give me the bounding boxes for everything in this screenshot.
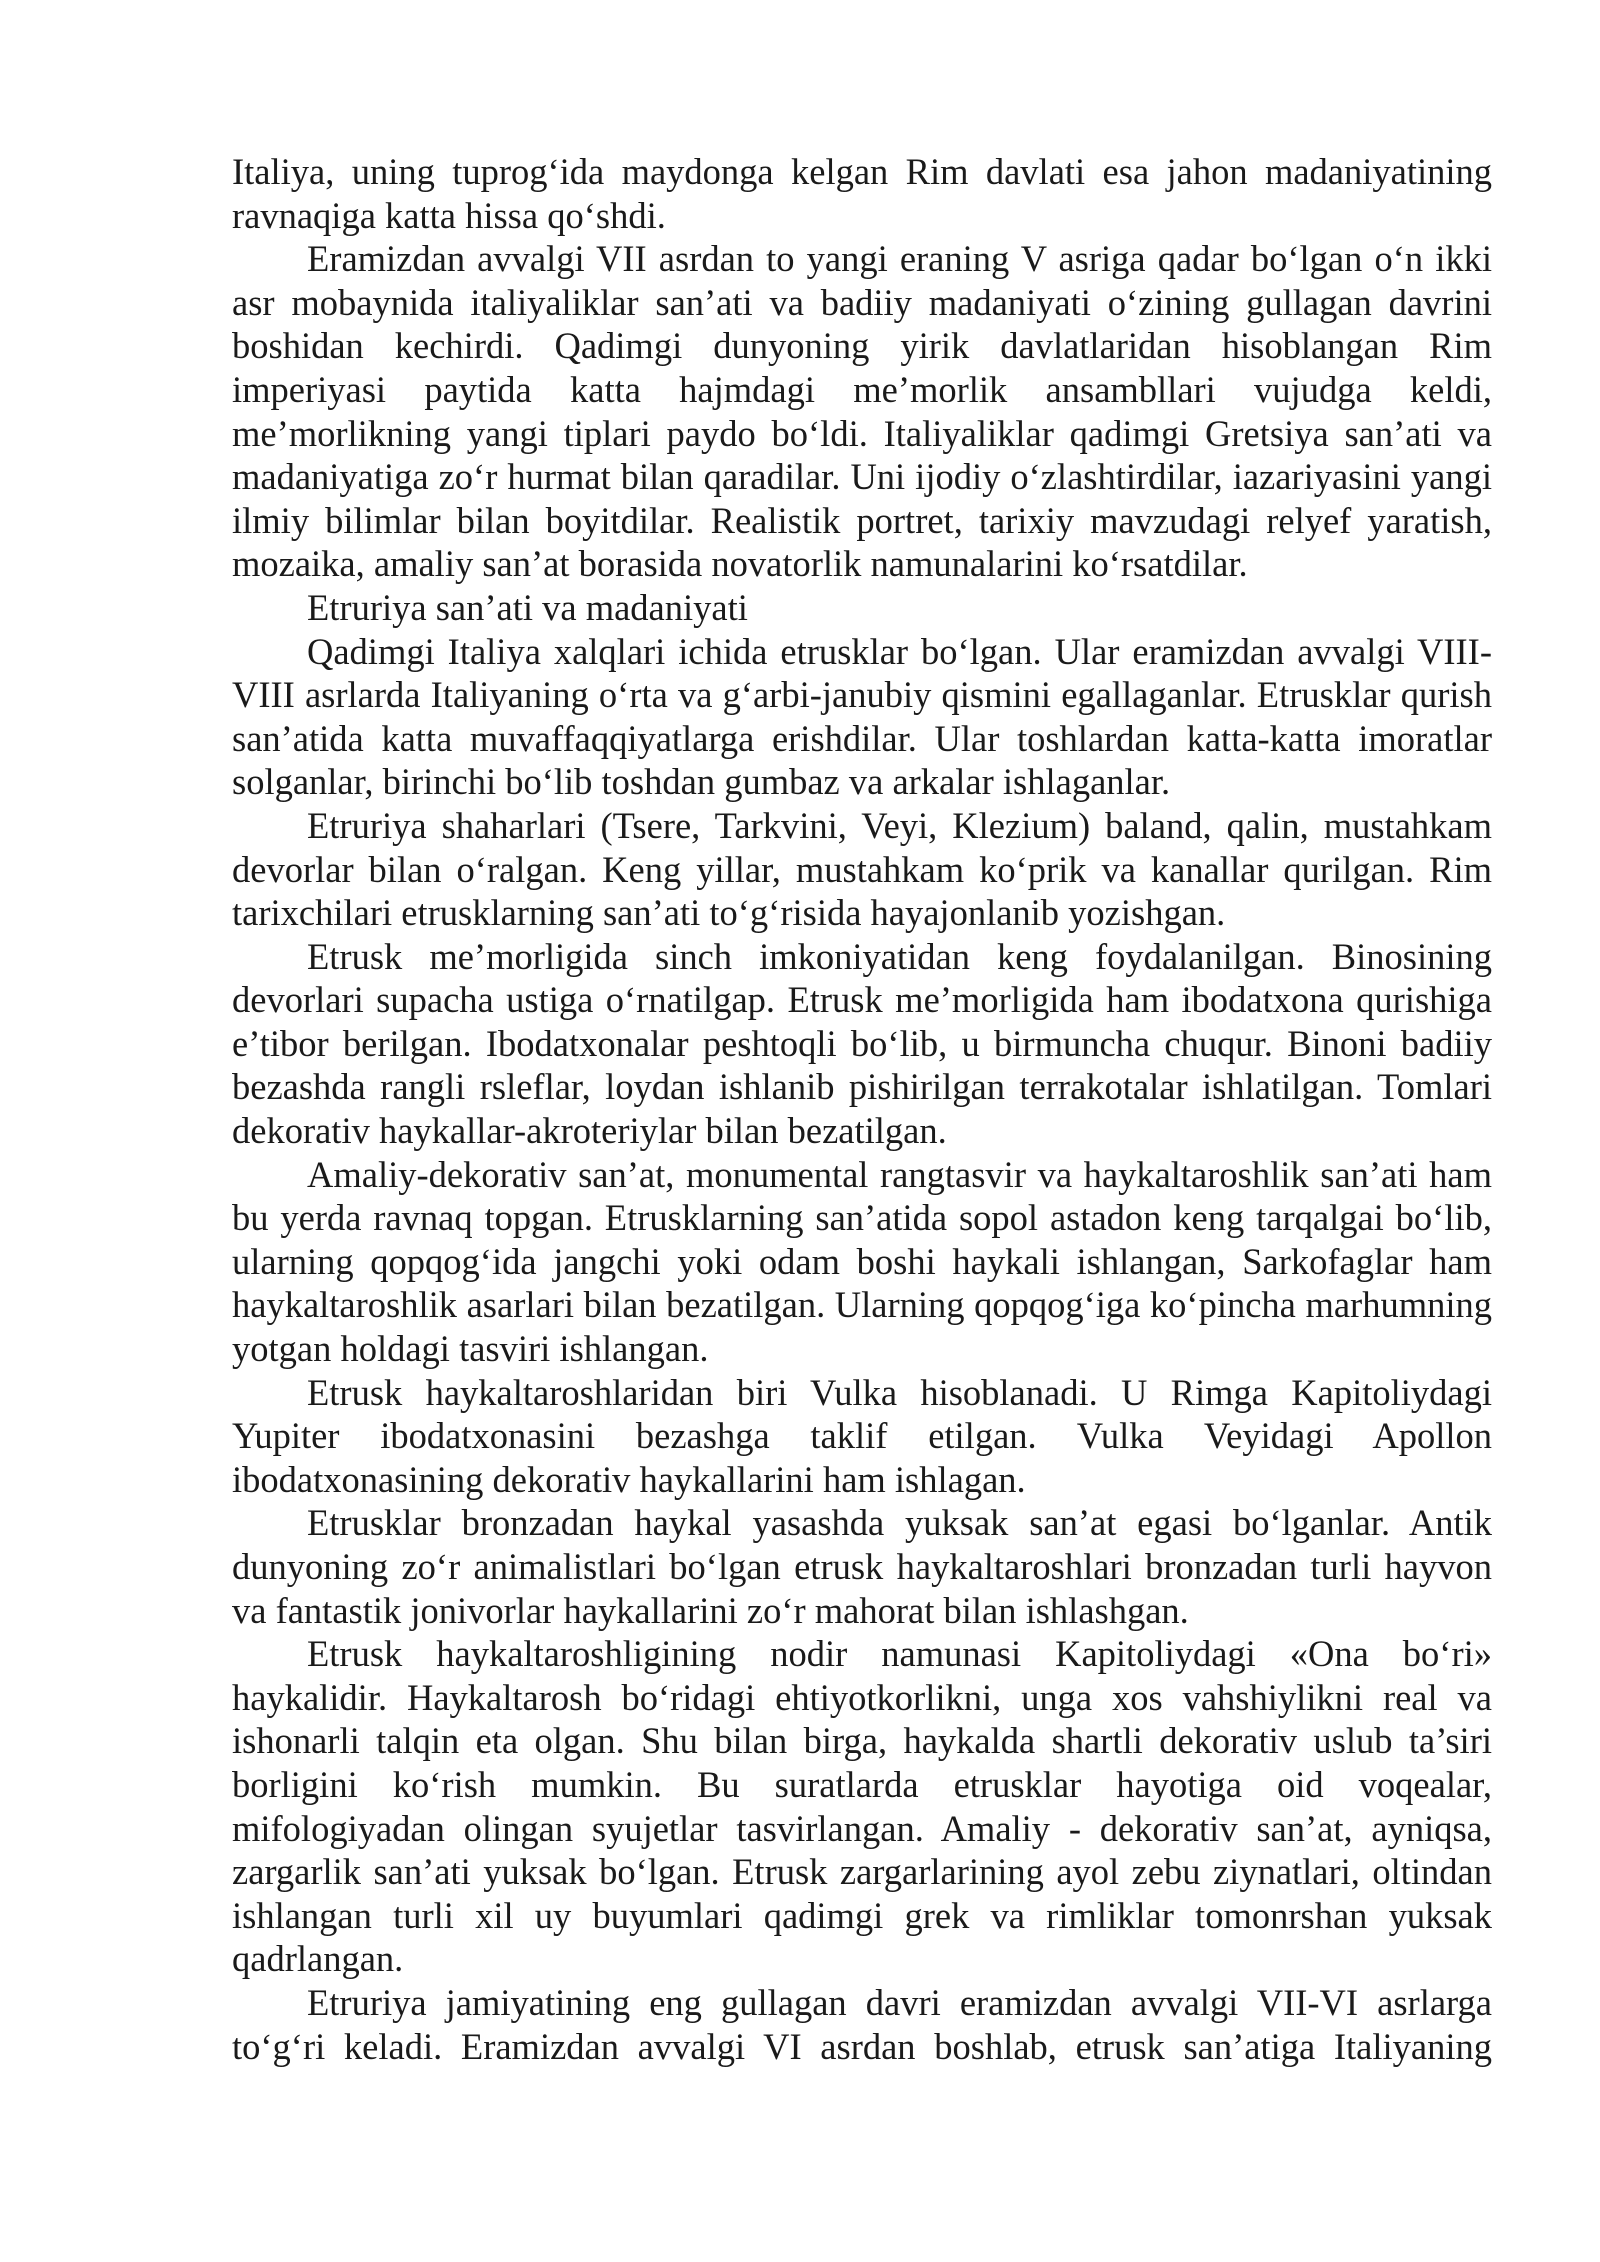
paragraph-etruria-golden-age: Etruriya jamiyatining eng gullagan davri eramizdan avvalgi VII-VI asrlarga to‘g‘ri keladi. Eramizdan avvalgi VI asrdan boshlab, etrusk san’atiga Italiyaning [232, 1981, 1492, 2067]
paragraph-etruscan-architecture: Etrusk me’morligida sinch imkoniyatidan keng foydalanilgan. Binosining devorlari supacha ustiga o‘rnatilgap. Etrusk me’morligida ham ibodatxona qurishiga e’tibor berilgan. Ibodatxonalar peshtoqli bo‘lib, u birmuncha chuqur. Binoni badiiy bezashda rangli rsleflar, loydan ishlanib pishirilgan terrakotalar ishlatilgan. Tomlari dekorativ haykallar-akroteriylar bilan bezatilgan. [232, 935, 1492, 1152]
paragraph-etruscan-cities: Etruriya shaharlari (Tsere, Tarkvini, Veyi, Klezium) baland, qalin, mustahkam devorlar bilan o‘ralgan. Keng yillar, mustahkam ko‘prik va kanallar qurilgan. Rim tarixchilari etrusklarning san’ati to‘g‘risida hayajonlanib yozishgan. [232, 804, 1492, 934]
paragraph-capitoline-wolf: Etrusk haykaltaroshligining nodir namunasi Kapitoliydagi «Ona bo‘ri» haykalidir. Haykaltarosh bo‘ridagi ehtiyotkorlikni, unga xos vahshiylikni real va ishonarli talqin eta olgan. Shu bilan birga, haykalda shartli dekorativ uslub ta’siri borligini ko‘rish mumkin. Bu suratlarda etrusklar hayotiga oid voqealar, mifologiyadan olingan syujetlar tasvirlangan. Amaliy - dekorativ san’at, ayniqsa, zargarlik san’ati yuksak bo‘lgan. Etrusk zargarlarining ayol zebu ziynatlari, oltindan ishlangan turli xil uy buyumlari qadimgi grek va rimliklar tomonrshan yuksak qadrlangan. [232, 1633, 1492, 1980]
paragraph-roman-art-overview: Eramizdan avvalgi VII asrdan to yangi eraning V asriga qadar bo‘lgan o‘n ikki asr mobaynida italiyaliklar san’ati va badiiy madaniyati o‘zining gullagan davrini boshidan kechirdi. Qadimgi dunyoning yirik davlatlaridan hisoblangan Rim imperiyasi paytida katta hajmdagi me’morlik ansambllari vujudga keldi, me’morlikning yangi tiplari paydo bo‘ldi. Italiyaliklar qadimgi Gretsiya san’ati va madaniyatiga zo‘r hurmat bilan qaradilar. Uni ijodiy o‘zlashtirdilar, iazariyasini yangi ilmiy bilimlar bilan boyitdilar. Realistik portret, tarixiy mavzudagi relyef yaratish, mozaika, amaliy san’at borasida novatorlik namunalarini ko‘rsatdilar. [232, 238, 1492, 585]
paragraph-etruscan-peoples: Qadimgi Italiya xalqlari ichida etrusklar bo‘lgan. Ular eramizdan avvalgi VIII-VIII asrlarda Italiyaning o‘rta va g‘arbi-janubiy qismini egallaganlar. Etrusklar qurish san’atida katta muvaffaqqiyatlarga erishdilar. Ular toshlardan katta-katta imoratlar solganlar, birinchi bo‘lib toshdan gumbaz va arkalar ishlaganlar. [232, 630, 1492, 803]
paragraph-decorative-arts: Amaliy-dekorativ san’at, monumental rangtasvir va haykaltaroshlik san’ati ham bu yerda ravnaq topgan. Etrusklarning san’atida sopol astadon keng tarqalgai bo‘lib, ularning qopqog‘ida jangchi yoki odam boshi haykali ishlangan, Sarkofaglar ham haykaltaroshlik asarlari bilan bezatilgan. Ularning qopqog‘iga ko‘pincha marhumning yotgan holdagi tasviri ishlangan. [232, 1153, 1492, 1370]
paragraph-bronze-sculpture: Etrusklar bronzadan haykal yasashda yuksak san’at egasi bo‘lganlar. Antik dunyoning zo‘r animalistlari bo‘lgan etrusk haykaltaroshlari bronzadan turli hayvon va fantastik jonivorlar haykallarini zo‘r mahorat bilan ishlashgan. [232, 1502, 1492, 1631]
section-heading-etruria: Etruriya san’ati va madaniyati [307, 586, 748, 628]
paragraph-vulka-sculptor: Etrusk haykaltaroshlaridan biri Vulka hisoblanadi. U Rimga Kapitoliydagi Yupiter ibodatxonasini bezashga taklif etilgan. Vulka Veyidagi Apollon ibodatxonasining dekorativ haykallarini ham ishlagan. [232, 1371, 1492, 1500]
paragraph-intro-continuation: Italiya, uning tuprog‘ida maydonga kelgan Rim davlati esa jahon madaniyatining ravnaqiga katta hissa qo‘shdi. [232, 151, 1492, 236]
document-page [232, 150, 1492, 2068]
